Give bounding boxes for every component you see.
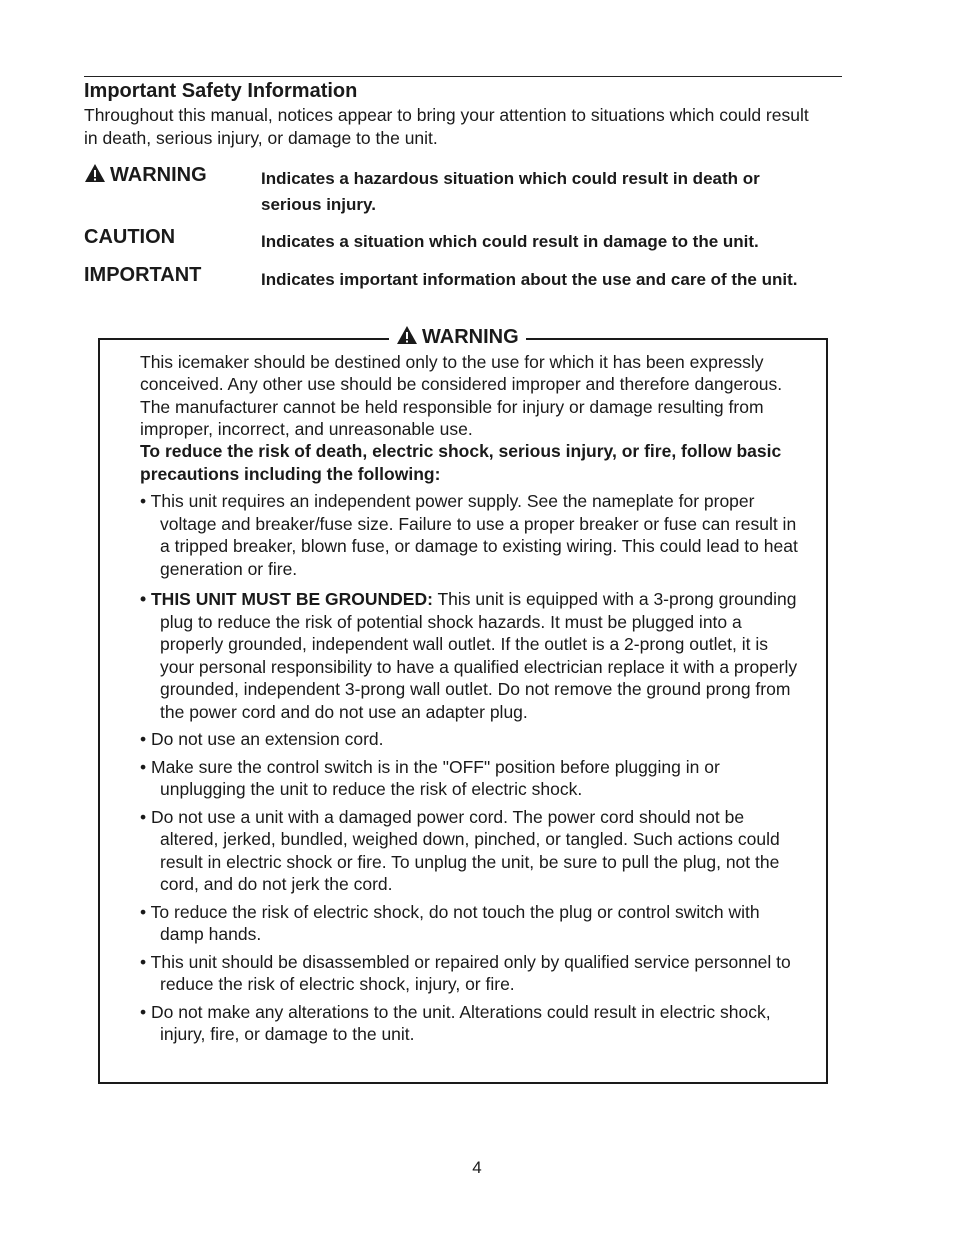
bullet-text: • Do not use a unit with a damaged power cord. The power cord should not be altered, jerked, bundled, weighed down, pinched, or tangled. Such actions could result in electric shock or fire. To unplug the unit, be sure to pull the plug, not the cord, and do not jerk the cord.: [140, 806, 780, 894]
top-rule: [84, 76, 842, 77]
bullet-text: This unit is equipped with a 3-prong grounding plug to reduce the risk of potential shock hazards. It must be plugged into a properly grounded, independent wall outlet. If the outlet is a 2-prong outlet, it is your personal responsibility to have a qualified electrician replace it with a properly grounded, independent 3-prong wall outlet. Do not remove the ground prong from the power cord and do not use an adapter plug.: [160, 589, 798, 722]
warning-triangle-icon: [396, 325, 418, 345]
bullet-lead: • THIS UNIT MUST BE GROUNDED:: [140, 589, 433, 609]
bullet-text: • To reduce the risk of electric shock, do not touch the plug or control switch with damp hands.: [140, 901, 760, 944]
list-item: [140, 490, 805, 580]
section-intro: Throughout this manual, notices appear to bring your attention to situations which could result in death, serious injury, or damage to the unit.: [84, 105, 809, 148]
warning-box-title: [389, 325, 526, 349]
bullet-text: • Do not make any alterations to the unit. Alterations could result in electric shock, injury, fire, or damage to the unit.: [140, 1001, 771, 1044]
precautions-list: [140, 490, 805, 1046]
list-item: [140, 951, 805, 996]
list-item: [140, 901, 805, 946]
notice-term-caution: CAUTION: [84, 226, 176, 248]
section-title: Important Safety Information: [84, 80, 358, 102]
bullet-text: • This unit should be disassembled or repaired only by qualified service personnel to reduce the risk of electric shock, injury, or fire.: [140, 951, 791, 994]
notice-description: Indicates a hazardous situation which could result in death or serious injury.: [261, 169, 760, 214]
list-item: [140, 728, 805, 751]
notice-term-label: WARNING: [110, 164, 207, 186]
list-item: [140, 756, 805, 801]
notice-description: Indicates important information about the use and care of the unit.: [261, 270, 798, 289]
notice-description: Indicates a situation which could result in damage to the unit.: [261, 232, 759, 251]
list-item: [140, 588, 805, 723]
bullet-text: • Make sure the control switch is in the "OFF" position before plugging in or unplugging the unit to reduce the risk of electric shock.: [140, 756, 720, 799]
warning-box-title-label: WARNING: [422, 326, 519, 348]
bullet-text: • This unit requires an independent power supply. See the nameplate for proper voltage and breaker/fuse size. Failure to use a proper breaker or fuse can result in a tripped breaker, blown fuse, or damage to existing wiring. This could lead to heat generation or fire.: [140, 491, 798, 579]
list-item: [140, 806, 805, 896]
notice-term-warning: [84, 163, 207, 187]
bullet-text: • Do not use an extension cord.: [140, 729, 384, 749]
list-item: [140, 1001, 805, 1046]
page-number: 4: [472, 1158, 482, 1177]
warning-box-intro: This icemaker should be destined only to the use for which it has been expressly conceived. Any other use should be considered improper and therefore dangerous. The manufacturer cannot be held responsible for injury or damage resulting from improper, incorrect, and unreasonable use.: [140, 352, 783, 440]
warning-triangle-icon: [84, 163, 106, 183]
warning-box-emphasis: To reduce the risk of death, electric shock, serious injury, or fire, follow basic precautions including the following:: [140, 441, 782, 484]
notice-term-important: IMPORTANT: [84, 264, 202, 286]
